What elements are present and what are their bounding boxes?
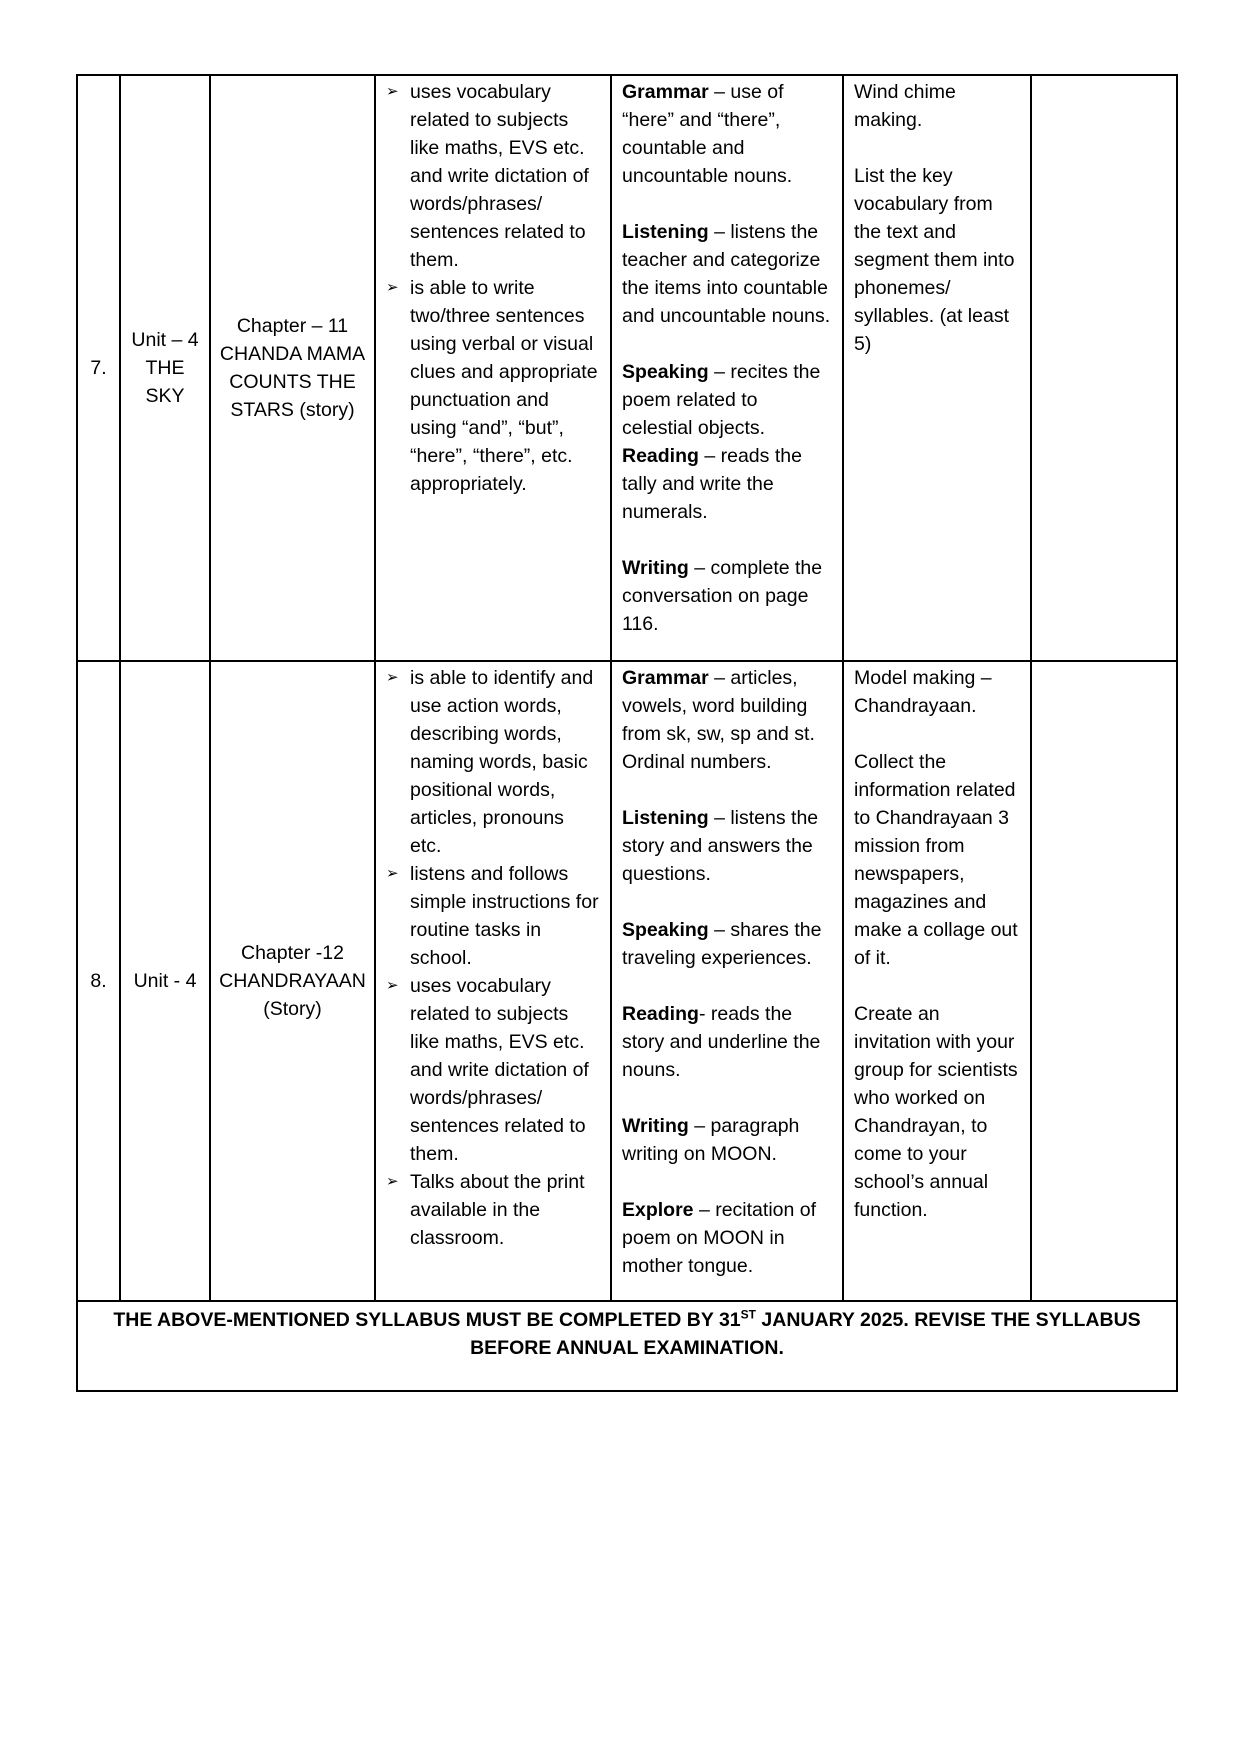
footer-row (77, 1301, 1177, 1391)
learning-outcomes-cell (375, 661, 611, 1301)
skill-head: Grammar (622, 667, 709, 689)
skill-writing (622, 1112, 832, 1168)
list-item (386, 1168, 600, 1252)
skill-head: Writing (622, 557, 689, 579)
list-item (386, 972, 600, 1168)
skill-head: Writing (622, 1115, 689, 1137)
skill-head: Speaking (622, 919, 709, 941)
outcome-text: uses vocabulary related to subjects like maths, EVS etc. and write dictation of words/phrases/ sentences related to them. (410, 81, 589, 271)
skills-cell (611, 75, 843, 661)
arrowhead-bullet-icon: ➢ (386, 1173, 399, 1190)
skill-head: Listening (622, 221, 709, 243)
skill-text: – shares the traveling experiences. (622, 919, 822, 969)
completion-note-superscript: ST (740, 1307, 756, 1322)
list-item (386, 78, 600, 274)
skill-reading (622, 442, 832, 526)
skill-writing (622, 554, 832, 638)
skill-reading (622, 1000, 832, 1084)
arrowhead-bullet-icon: ➢ (386, 279, 399, 296)
list-item (386, 664, 600, 860)
completion-note (77, 1301, 1177, 1391)
chapter-cell: Chapter -12 CHANDRAYAAN (Story) (210, 661, 375, 1301)
outcome-text: uses vocabulary related to subjects like maths, EVS etc. and write dictation of words/phrases/ sentences related to them. (410, 975, 589, 1165)
activity-text: Model making – Chandrayaan. (854, 667, 992, 717)
unit-cell: Unit – 4 THE SKY (120, 75, 210, 661)
outcome-text: is able to write two/three sentences using verbal or visual clues and appropriate punctuation and using “and”, “but”, “here”, “there”, etc. appropriately. (410, 277, 598, 495)
outcome-text: is able to identify and use action words, describing words, naming words, basic positional words, articles, pronouns etc. (410, 667, 594, 857)
skill-head: Speaking (622, 361, 709, 383)
skill-text: - reads the story and underline the nouns. (622, 1003, 821, 1081)
skill-text: – listens the story and answers the questions. (622, 807, 819, 885)
arrowhead-bullet-icon: ➢ (386, 83, 399, 100)
completion-note-text: THE ABOVE-MENTIONED SYLLABUS MUST BE COMPLETED BY 31 (113, 1309, 741, 1331)
syllabus-table (76, 74, 1178, 1392)
list-item (386, 274, 600, 498)
skill-text: – reads the tally and write the numerals. (622, 445, 802, 523)
skill-text: – articles, vowels, word building from sk, sw, sp and st. Ordinal numbers. (622, 667, 815, 773)
skill-explore (622, 1196, 832, 1280)
activity-text: Create an invitation with your group for scientists who worked on Chandrayan, to come to your school’s annual function. (854, 1003, 1018, 1221)
remarks-cell (1031, 661, 1177, 1301)
skills-cell (611, 661, 843, 1301)
activity-text: List the key vocabulary from the text and segment them into phonemes/ syllables. (at least 5) (854, 165, 1015, 355)
activities-cell (843, 75, 1031, 661)
skill-text: – recites the poem related to celestial objects. (622, 361, 821, 439)
table-row (77, 661, 1177, 1301)
arrowhead-bullet-icon: ➢ (386, 669, 399, 686)
skill-speaking (622, 358, 832, 442)
activities-cell (843, 661, 1031, 1301)
skill-text: – use of “here” and “there”, countable and uncountable nouns. (622, 81, 793, 187)
learning-outcomes-cell (375, 75, 611, 661)
skill-grammar (622, 664, 832, 776)
skill-head: Listening (622, 807, 709, 829)
outcome-text: Talks about the print available in the classroom. (410, 1171, 585, 1249)
unit-cell: Unit - 4 (120, 661, 210, 1301)
skill-text: – recitation of poem on MOON in mother tongue. (622, 1199, 817, 1277)
learning-outcomes-list (386, 664, 600, 1252)
skill-listening (622, 804, 832, 888)
activity-text: Collect the information related to Chandrayaan 3 mission from newspapers, magazines and make a collage out of it. (854, 751, 1018, 969)
arrowhead-bullet-icon: ➢ (386, 865, 399, 882)
table-row (77, 75, 1177, 661)
skill-head: Reading (622, 445, 699, 467)
activity-text: Wind chime making. (854, 81, 956, 131)
skill-speaking (622, 916, 832, 972)
skill-text: – complete the conversation on page 116. (622, 557, 823, 635)
skill-head: Reading (622, 1003, 699, 1025)
skill-grammar (622, 78, 832, 190)
skill-head: Explore (622, 1199, 694, 1221)
skill-text: – paragraph writing on MOON. (622, 1115, 800, 1165)
remarks-cell (1031, 75, 1177, 661)
chapter-cell: Chapter – 11 CHANDA MAMA COUNTS THE STARS (story) (210, 75, 375, 661)
skill-listening (622, 218, 832, 330)
completion-note-text-end: JANUARY 2025. REVISE THE SYLLABUS BEFORE ANNUAL EXAMINATION. (470, 1309, 1141, 1359)
list-item (386, 860, 600, 972)
outcome-text: listens and follows simple instructions for routine tasks in school. (410, 863, 599, 969)
serial-number: 7. (77, 75, 120, 661)
learning-outcomes-list (386, 78, 600, 498)
serial-number: 8. (77, 661, 120, 1301)
arrowhead-bullet-icon: ➢ (386, 977, 399, 994)
skill-text: – listens the teacher and categorize the items into countable and uncountable nouns. (622, 221, 831, 327)
skill-head: Grammar (622, 81, 709, 103)
